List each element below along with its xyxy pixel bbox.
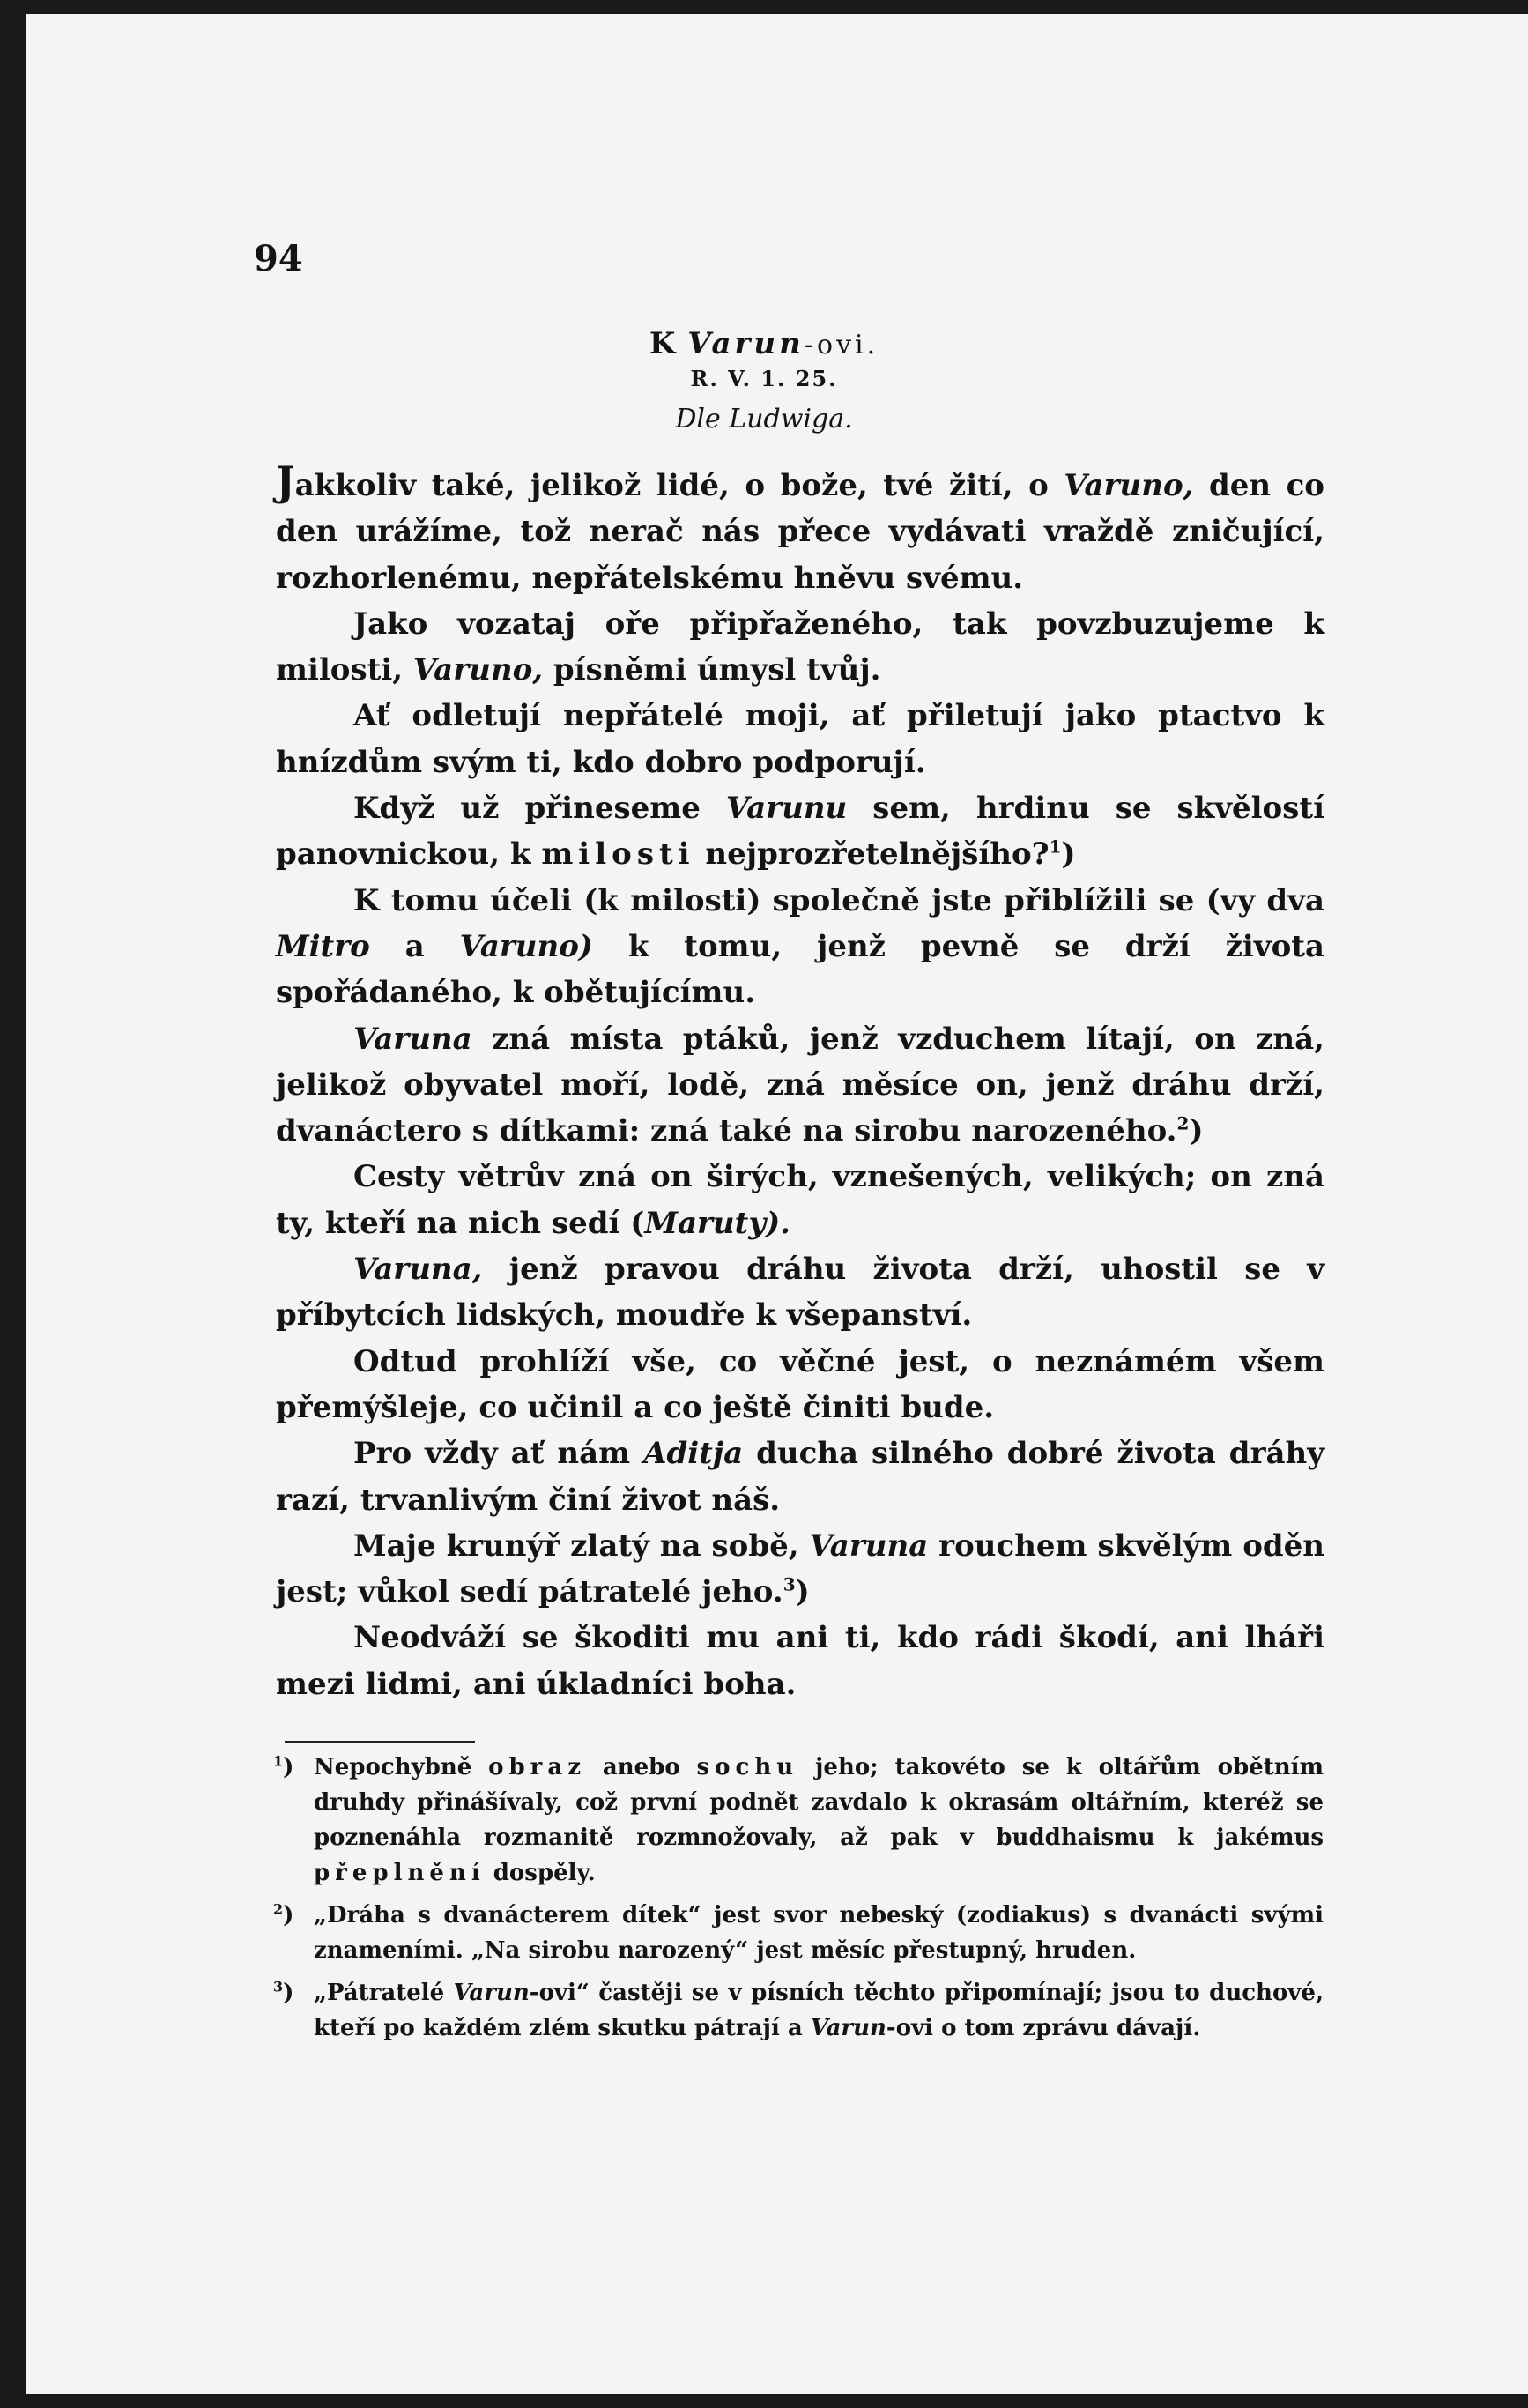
footnote-text: -ovi“ častěji se v písních těchto připomínají; jsou to duchové, kteří po každém zlém skutku pátrají a	[314, 1980, 1324, 2041]
footnote-text: „Dráha s dvanácterem dítek“ jest svor nebeský (zodiakus) s dvanácti svými znameními. „Na sirobu narozený“ jest měsíc přestupný, hruden.	[314, 1902, 1324, 1964]
footnote-spaced: obraz	[488, 1754, 586, 1780]
verse-emphasis: Maruty).	[644, 1205, 790, 1241]
poem-title	[0, 326, 1528, 361]
verse-text: Odtud prohlíží vše, co věčné jest, o neznámém všem přemýšleje, co učinil a co ještě činiti bude.	[276, 1343, 1324, 1425]
verse-7	[276, 1154, 1324, 1246]
footnote-mark: $^1$)	[273, 1752, 294, 1780]
verse-text: zná místa ptáků, jenž vzduchem lítají, on zná, jelikož obyvatel moří, lodě, zná měsíce on, jenž dráhu drží, dvanáctero s dítkami: zná také na sirobu narozeného.	[276, 1021, 1324, 1149]
verse-emphasis: Varuna	[809, 1527, 929, 1564]
verse-text: Pro vždy ať nám	[353, 1436, 644, 1472]
footnote-ref: 2	[1176, 1112, 1190, 1134]
footnote-text: „Pátratelé	[314, 1980, 454, 2006]
title-prefix: K	[649, 326, 677, 361]
verse-text: )	[1061, 836, 1076, 873]
verse-text: rouchem skvělým oděn jest; vůkol sedí pátratelé jeho.	[276, 1527, 1324, 1610]
verse-3	[276, 693, 1324, 785]
footnote-spaced: sochu	[696, 1754, 799, 1780]
footnote-1	[273, 1750, 1324, 1891]
footnote-ref: 1	[1049, 836, 1062, 858]
verse-text: Ať odletují nepřátelé moji, ať přiletují jako ptactvo k hnízdům svým ti, kdo dobro podporují.	[276, 698, 1324, 780]
verse-10	[276, 1431, 1324, 1523]
footnote-number: 3	[273, 1978, 284, 1996]
verse-emphasis: Varunu	[725, 791, 848, 827]
footnote-spaced: přeplnění	[314, 1860, 486, 1886]
footnote-ref: 3	[783, 1573, 796, 1595]
verse-emphasis: Varuna,	[353, 1252, 483, 1288]
verse-12	[276, 1615, 1324, 1707]
verse-text: sem, hrdinu se skvělostí panovnickou, k	[276, 791, 1324, 873]
verse-text: Cesty větrův zná on širých, vznešených, velikých; on zná ty, kteří na nich sedí (	[276, 1159, 1324, 1241]
title-name: Varun	[687, 326, 805, 361]
footnote-mark: $^3$)	[273, 1978, 294, 2006]
verse-emphasis: Varuno)	[459, 928, 593, 964]
verse-emphasis: Varuno,	[1064, 468, 1194, 503]
verse-8	[276, 1246, 1324, 1339]
verse-text: jenž pravou dráhu života drží, uhostil se v příbytcích lidských, moudře k všepanství.	[276, 1252, 1324, 1334]
footnote-text: Nepochybně	[314, 1754, 489, 1780]
footnote-text: anebo	[586, 1754, 697, 1780]
footnote-2	[273, 1898, 1324, 1968]
footnote-mark: $^2$)	[273, 1900, 294, 1929]
verse-emphasis: Varuno,	[412, 652, 544, 688]
rigveda-reference: R. V. 1. 25.	[690, 366, 838, 391]
verse-text: akkoliv také, jelikož lidé, o bože, tvé žití, o	[294, 468, 1064, 503]
title-suffix: -ovi.	[804, 330, 879, 360]
verse-text: písněmi úmysl tvůj.	[543, 652, 881, 688]
page-number: 94	[254, 238, 303, 279]
verse-text: nejprozřetelnějšího?	[694, 836, 1050, 873]
footnote-emphasis: Varun	[453, 1980, 530, 2006]
verse-spaced: milosti	[541, 836, 695, 873]
footnote-divider	[285, 1741, 475, 1743]
footnote-3	[273, 1975, 1324, 2046]
verse-text: Neodváží se škoditi mu ani ti, kdo rádi škodí, ani lháři mezi lidmi, ani úkladníci boha.	[276, 1620, 1324, 1702]
verse-1	[276, 457, 1324, 601]
footnotes	[273, 1750, 1324, 2053]
footnote-number: 2	[273, 1900, 284, 1918]
verse-text: )	[795, 1574, 810, 1610]
footnote-number: 1	[273, 1752, 284, 1770]
verse-emphasis: Aditja	[643, 1436, 744, 1472]
footnote-emphasis: Varun	[810, 2015, 886, 2041]
verse-5	[276, 878, 1324, 1016]
verse-text: ducha silného dobré života dráhy razí, trvanlivým činí život náš.	[276, 1436, 1324, 1518]
verse-text: a	[369, 928, 460, 964]
verse-6	[276, 1016, 1324, 1155]
verse-text: Když už přineseme	[353, 791, 726, 827]
verse-emphasis: Varuna	[353, 1021, 472, 1057]
footnote-text: jeho; takovéto se k oltářům obětním druhdy přinášívaly, což první podnět zavdalo k okrasám oltářním, kteréž se poznenáhla rozmanitě rozmnožovaly, až pak v buddhaismu k jakémus	[314, 1754, 1324, 1851]
footnote-text: -ovi o tom zprávu dávají.	[886, 2015, 1201, 2041]
poem-body	[276, 457, 1324, 1707]
verse-11	[276, 1523, 1324, 1616]
verse-text: Maje krunýř zlatý na sobě,	[353, 1527, 810, 1564]
verse-text: K tomu účeli (k milosti) společně jste přiblížili se (vy dva	[353, 882, 1324, 918]
verse-text: Jako vozataj oře připřaženého, tak povzbuzujeme k milosti,	[276, 606, 1324, 688]
footnote-text: dospěly.	[485, 1860, 596, 1886]
verse-9	[276, 1339, 1324, 1431]
verse-text: )	[1189, 1113, 1204, 1149]
verse-2	[276, 601, 1324, 694]
verse-emphasis: Mitro	[276, 928, 370, 964]
verse-4	[276, 785, 1324, 878]
verse-text: k tomu, jenž pevně se drží života spořádaného, k obětujícímu.	[276, 928, 1324, 1011]
verse-text: den co den urážíme, tož nerač nás přece vydávati vraždě zničující, rozhorlenému, nepřátelskému hněvu svému.	[276, 468, 1324, 596]
drop-initial: J	[276, 457, 295, 505]
translation-source: Dle Ludwiga.	[675, 404, 853, 435]
